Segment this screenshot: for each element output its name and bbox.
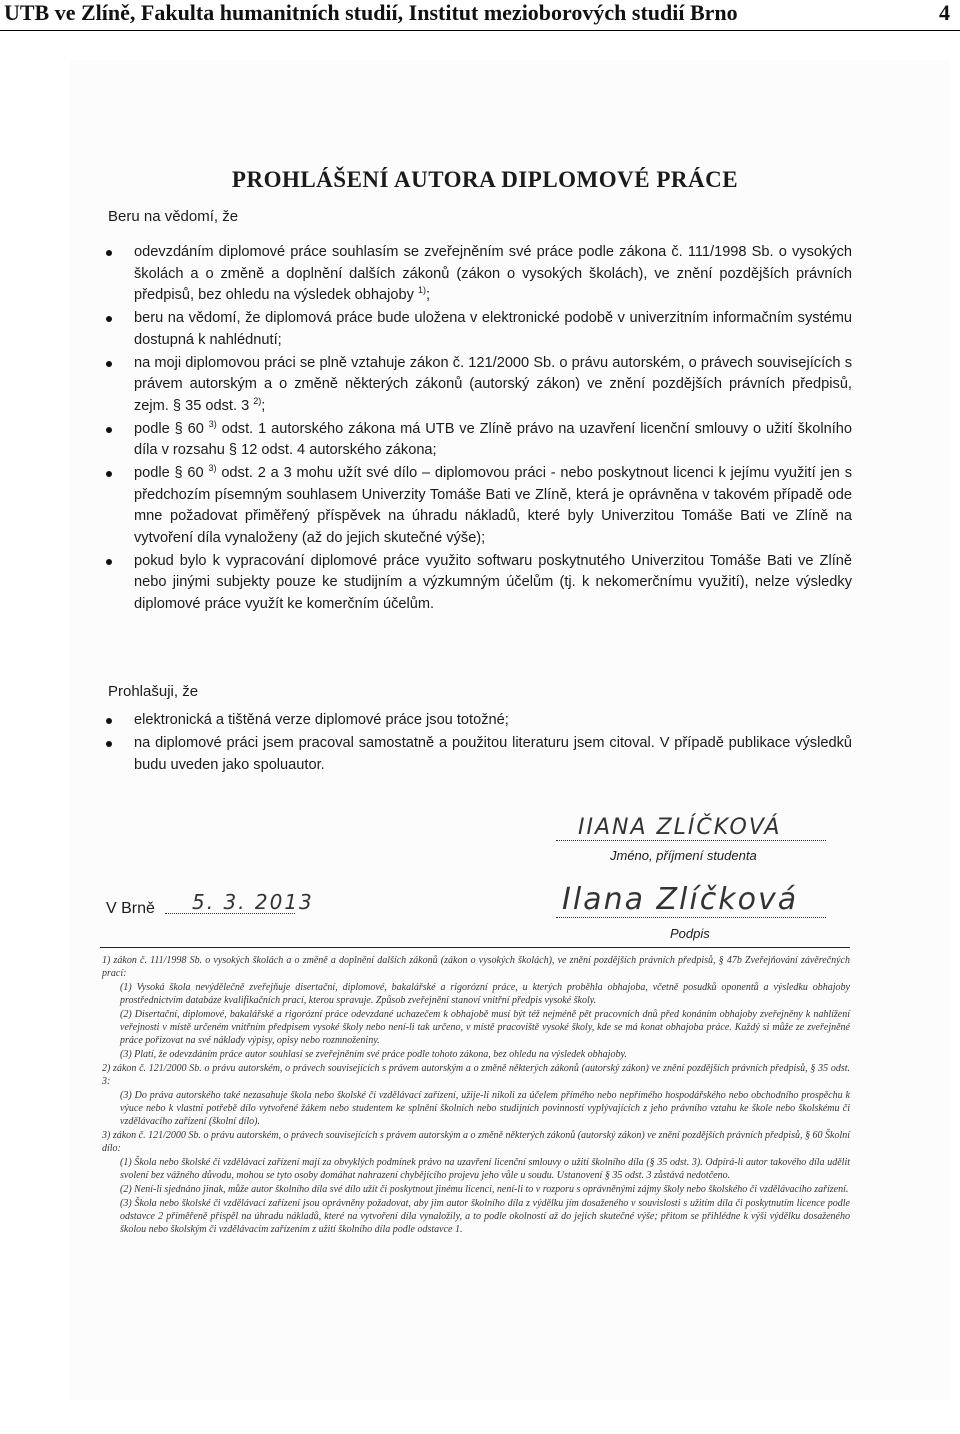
list-item: pokud bylo k vypracování diplomové práce využito softwaru poskytnutého Univerzitou Tomáše Bati ve Zlíně nebo jinými subjekty pouze ke studijním a výzkumným účelům (tj. k nekomerčnímu využití), nelze výsledky diplomové práce využít ke komerčním účelům. [134,551,852,616]
footnote: 2) zákon č. 121/2000 Sb. o právu autorském, o právech souvisejících s právem autorským a o změně některých zákonů (autorský zákon) ve znění pozdějších právních předpisů, § 35 odst. 3: [102,1063,850,1087]
name-dotted-line [556,840,826,841]
list-item: odevzdáním diplomové práce souhlasím se zveřejněním své práce podle zákona č. 111/1998 Sb. o vysokých školách a o změně a doplnění dalších zákonů (zákon o vysokých školách), ve znění pozdějších právních předpisů, bez ohledu na výsledek obhajoby $^{1)}$; [134,242,852,307]
footnote: (3) Do práva autorského také nezasahuje škola nebo školské či vzdělávací zařízení, užije-li nikoli za účelem přímého nebo nepřímého hospodářského nebo obchodního prospěchu k výuce nebo k vlastní potřebě dílo vytvořené žákem nebo studentem ke splnění školních nebo studijních povinností vyplývajících z jeho právního vztahu ke škole nebo školskému či vzdělávacího zařízení (školní dílo). [120,1090,850,1127]
list-item: na moji diplomovou práci se plně vztahuje zákon č. 121/2000 Sb. o právu autorském, o právech souvisejících s právem autorským a o změně některých zákonů (autorský zákon) ve znění pozdějších právních předpisů, zejm. § 35 odst. 3 $^{2)}$; [134,353,852,418]
scanned-declaration [70,60,950,1400]
footnote: (2) Disertační, diplomové, bakalářské a rigorózní práce odevzdané uchazečem k obhajobě musí být též nejméně pět pracovních dnů před konáním obhajoby zveřejněny k nahlížení veřejnosti v místě určeném vnitřním předpisem vysoké školy nebo není-li tak určeno, v místě pracoviště vysoké školy, kde se má konat obhajoba práce. Každý si může ze zveřejněné práce pořizovat na své náklady výpisy, opisy nebo rozmnoženiny. [120,1009,850,1046]
footnote-divider [100,947,850,948]
handwritten-date: 5. 3. 2013 [192,890,314,914]
place-label: V Brně [106,900,155,917]
name-caption: Jméno, příjmení studenta [610,848,757,863]
footnote-ref: 1) [417,285,426,296]
list-item: podle § 60 $^{3)}$ odst. 1 autorského zákona má UTB ve Zlíně právo na uzavření licenční smlouvy o užití školního díla v rozsahu § 12 odst. 4 autorského zákona; [134,419,852,462]
handwritten-signature: Ilana Zlíčková [562,882,799,917]
footnote: 1) zákon č. 111/1998 Sb. o vysokých školách a o změně a doplnění dalších zákonů (zákon o vysokých školách), ve znění pozdějších právních předpisů, § 47b Zveřejňování závěrečných prací: [102,955,850,979]
list-item: elektronická a tištěná verze diplomové práce jsou totožné; [134,710,852,732]
footnote-ref: 3) [208,418,217,429]
page-number: 4 [939,0,950,25]
footnote-ref: 3) [208,463,217,474]
footnote: (3) Škola nebo školské či vzdělávací zařízení jsou oprávněny požadovat, aby jim autor školního díla z výdělku jím dosaženého v souvislosti s užitím díla či poskytnutím licence podle odstavce 2 přiměřeně přispěl na úhradu nákladů, které na vytvoření díla vynaložily, a to podle okolností až do jejich skutečné výše; přitom se přihlédne k výši výdělku dosaženého školou nebo školským či vzdělávacím zařízením z užití školního díla podle odstavce 1. [120,1198,850,1235]
footnotes [102,954,850,1237]
header-title: UTB ve Zlíně, Fakulta humanitních studií, Institut mezioborových studií Brno [4,0,738,25]
footnote: 3) zákon č. 121/2000 Sb. o právu autorském, o právech souvisejících s právem autorským a o změně některých zákonů (autorský zákon) ve znění pozdějších právních předpisů, § 60 Školní dílo: [102,1130,850,1154]
footnote: (1) Škola nebo školské či vzdělávací zařízení mají za obvyklých podmínek právo na uzavření licenční smlouvy o užití školního díla (§ 35 odst. 3). Odpírá-li autor takového díla udělit svolení bez vážného důvodu, mohou se tyto osoby domáhat nahrazení chybějícího projevu jeho vůle u soudu. Ustanovení § 35 odst. 3 zůstává nedotčeno. [120,1157,850,1181]
footnote-ref: 2) [253,395,262,406]
signature-caption: Podpis [670,926,710,941]
list-item: podle § 60 $^{3)}$ odst. 2 a 3 mohu užít své dílo – diplomovou práci - nebo poskytnout licenci k jejímu využití jen s předchozím písemným souhlasem Univerzity Tomáše Bati ve Zlíně, která je oprávněna v takovém případě ode mne požadovat přiměřený příspěvek na úhradu nákladů, které byly Univerzitou Tomáše Bati ve Zlíně na vytvoření díla vynaloženy (až do jejich skutečné výše); [134,463,852,549]
list-item: na diplomové práci jsem pracoval samostatně a použitou literaturu jsem citoval. V případě publikace výsledků budu uveden jako spoluautor. [134,733,852,776]
intro-declare: Prohlašuji, že [108,683,199,700]
declaration-title: PROHLÁŠENÍ AUTORA DIPLOMOVÉ PRÁCE [231,167,739,192]
footnote: (2) Není-li sjednáno jinak, může autor školního díla své dílo užít či poskytnout jinému licenci, není-li to v rozporu s oprávněnými zájmy školy nebo školského či vzdělávacího zařízení. [120,1184,849,1195]
signature-dotted-line [556,917,826,918]
acknowledgement-list [134,242,852,617]
intro-acknowledge: Beru na vědomí, že [108,208,239,225]
footnote: (3) Platí, že odevzdáním práce autor souhlasí se zveřejněním své práce podle tohoto zákona, bez ohledu na výsledek obhajoby. [120,1049,627,1060]
page-header [0,0,960,31]
handwritten-name: IIANA ZLÍČKOVÁ [578,815,782,840]
footnote: (1) Vysoká škola nevýdělečně zveřejňuje disertační, diplomové, bakalářské a rigorózní práce, u kterých proběhla obhajoba, včetně posudků oponentů a výsledku obhajoby prostřednictvím databáze kvalifikačních prací, kterou spravuje. Způsob zveřejnění stanoví vnitřní předpis vysoké školy. [120,982,850,1006]
list-item: beru na vědomí, že diplomová práce bude uložena v elektronické podobě v univerzitním informačním systému dostupná k nahlédnutí; [134,308,852,351]
declaration-list [134,710,852,778]
